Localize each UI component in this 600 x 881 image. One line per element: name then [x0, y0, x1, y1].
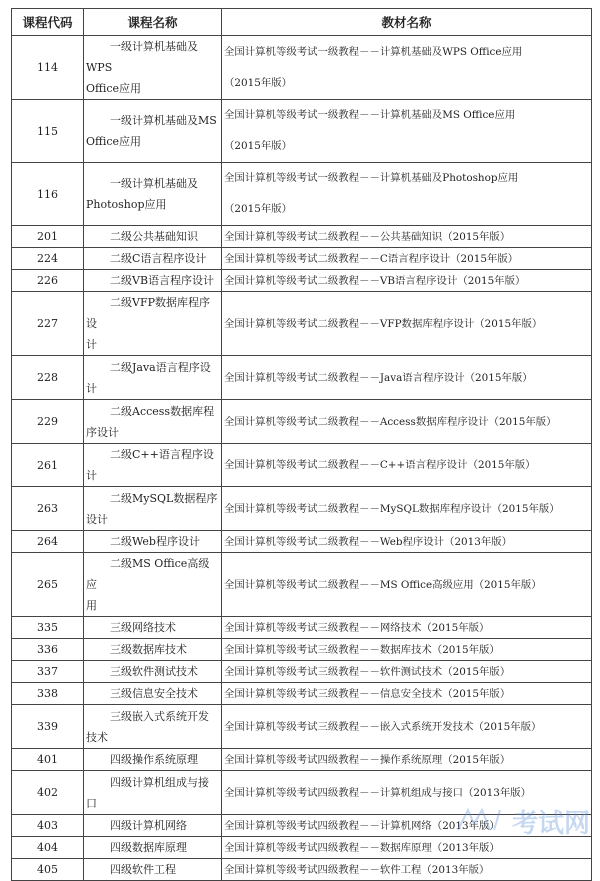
textbook-name-line: 全国计算机等级考试二级教程－－MySQL数据库程序设计（2015年版）: [224, 502, 560, 515]
course-name-line: 口: [86, 796, 97, 810]
textbook-name-cell: [222, 617, 592, 639]
course-name-cell: [84, 270, 222, 292]
textbook-name-line: 全国计算机等级考试三级教程－－网络技术（2015年版）: [224, 621, 490, 634]
course-code-cell: 263: [12, 487, 84, 531]
textbook-name-cell: [222, 639, 592, 661]
textbook-name-line: 全国计算机等级考试四级教程－－数据库原理（2013年版）: [224, 841, 500, 854]
textbook-name-line: 全国计算机等级考试二级教程－－C++语言程序设计（2015年版）: [224, 459, 536, 471]
course-name-line: 三级信息安全技术: [110, 687, 198, 700]
table-row: [12, 270, 592, 292]
textbook-name-line: 全国计算机等级考试四级教程－－计算机网络（2013年版）: [224, 819, 500, 832]
course-code-cell: 405: [12, 859, 84, 881]
course-code-cell: 339: [12, 705, 84, 749]
course-code-cell: 115: [12, 100, 84, 163]
course-name-line: 设计: [86, 512, 108, 526]
textbook-name-cell: [222, 444, 592, 487]
table-row: [12, 617, 592, 639]
course-name-cell: [84, 815, 222, 837]
table-row: [12, 292, 592, 356]
textbook-name-line: 全国计算机等级考试三级教程－－数据库技术（2015年版）: [224, 643, 500, 656]
course-name-line: Office应用: [86, 82, 142, 95]
course-name-cell: [84, 661, 222, 683]
course-name-line: 二级Web程序设计: [110, 535, 200, 548]
course-name-line: 二级公共基础知识: [110, 230, 198, 243]
textbook-name-line: 全国计算机等级考试一级教程－－计算机基础及Photoshop应用: [224, 172, 519, 184]
course-name-cell: [84, 683, 222, 705]
course-code-cell: 264: [12, 531, 84, 553]
textbook-name-line: 全国计算机等级考试四级教程－－计算机组成与接口（2013年版）: [224, 786, 531, 799]
course-code-cell: 338: [12, 683, 84, 705]
course-code-cell: 335: [12, 617, 84, 639]
textbook-name-line: 全国计算机等级考试三级教程－－嵌入式系统开发技术（2015年版）: [224, 720, 542, 733]
textbook-name-cell: [222, 100, 592, 163]
course-code-cell: 116: [12, 163, 84, 226]
textbook-name-cell: [222, 36, 592, 100]
table-row: [12, 531, 592, 553]
textbook-name-cell: [222, 815, 592, 837]
table-row: [12, 837, 592, 859]
course-code-cell: 228: [12, 356, 84, 400]
course-code-cell: 404: [12, 837, 84, 859]
table-row: [12, 163, 592, 226]
course-name-line: 四级操作系统原理: [110, 753, 198, 766]
course-code-cell: 336: [12, 639, 84, 661]
course-name-line: 二级C++语言程序设计: [86, 448, 214, 482]
course-name-line: 一级计算机基础及WPS: [86, 40, 198, 74]
course-name-line: 三级嵌入式系统开发: [110, 709, 209, 723]
header-textbook-name: 教材名称: [222, 9, 592, 36]
textbook-name-line: 全国计算机等级考试二级教程－－Access数据库程序设计（2015年版）: [224, 415, 557, 428]
table-row: [12, 356, 592, 400]
textbook-name-line: （2015年版）: [224, 76, 293, 89]
course-name-line: 序设计: [86, 425, 119, 439]
course-name-cell: [84, 444, 222, 487]
textbook-name-line: 全国计算机等级考试二级教程－－C语言程序设计（2015年版）: [224, 252, 519, 265]
table-row: [12, 36, 592, 100]
course-code-cell: 265: [12, 553, 84, 617]
course-name-line: 四级数据库原理: [110, 841, 187, 854]
course-name-cell: [84, 163, 222, 226]
textbook-name-line: 全国计算机等级考试一级教程－－计算机基础及MS Office应用: [224, 109, 516, 121]
textbook-name-line: 全国计算机等级考试三级教程－－信息安全技术（2015年版）: [224, 687, 511, 700]
course-name-line: 一级计算机基础及: [110, 177, 198, 190]
textbook-name-cell: [222, 226, 592, 248]
course-name-line: Photoshop应用: [86, 198, 167, 211]
textbook-name-line: 全国计算机等级考试一级教程－－计算机基础及WPS Office应用: [224, 45, 523, 58]
course-code-cell: 224: [12, 248, 84, 270]
course-name-line: 计: [86, 338, 97, 351]
table-row: [12, 815, 592, 837]
table-header-row: [12, 9, 592, 36]
course-code-cell: 337: [12, 661, 84, 683]
textbook-name-cell: [222, 705, 592, 749]
table-row: [12, 771, 592, 815]
course-name-line: 三级数据库技术: [110, 643, 187, 656]
course-name-line: 计: [86, 381, 97, 395]
course-name-cell: [84, 531, 222, 553]
course-code-cell: 226: [12, 270, 84, 292]
textbook-name-cell: [222, 859, 592, 881]
course-name-cell: [84, 705, 222, 749]
textbook-name-line: 全国计算机等级考试二级教程－－VFP数据库程序设计（2015年版）: [224, 317, 543, 330]
course-name-line: 一级计算机基础及MS: [110, 114, 217, 127]
table-row: [12, 683, 592, 705]
table-row: [12, 639, 592, 661]
header-course-code: 课程代码: [12, 9, 84, 36]
table-row: [12, 248, 592, 270]
course-name-cell: [84, 226, 222, 248]
exam-textbook-table: [11, 8, 592, 881]
textbook-name-cell: [222, 487, 592, 531]
course-name-line: 四级计算机组成与接: [110, 775, 209, 789]
table-row: [12, 661, 592, 683]
course-name-line: 二级MS Office高级应: [86, 557, 210, 591]
course-code-cell: 229: [12, 400, 84, 444]
table-row: [12, 226, 592, 248]
course-name-cell: [84, 36, 222, 100]
textbook-name-line: 全国计算机等级考试三级教程－－软件测试技术（2015年版）: [224, 665, 511, 678]
textbook-name-cell: [222, 553, 592, 617]
textbook-name-cell: [222, 400, 592, 444]
textbook-name-line: 全国计算机等级考试四级教程－－操作系统原理（2015年版）: [224, 753, 511, 766]
course-name-cell: [84, 356, 222, 400]
textbook-name-cell: [222, 292, 592, 356]
textbook-name-cell: [222, 771, 592, 815]
course-name-cell: [84, 771, 222, 815]
table-row: [12, 444, 592, 487]
textbook-name-line: 全国计算机等级考试四级教程－－软件工程（2013年版）: [224, 863, 490, 876]
table-row: [12, 705, 592, 749]
course-name-cell: [84, 400, 222, 444]
course-code-cell: 261: [12, 444, 84, 487]
textbook-name-cell: [222, 356, 592, 400]
table-row: [12, 553, 592, 617]
textbook-name-cell: [222, 837, 592, 859]
course-code-cell: 201: [12, 226, 84, 248]
textbook-name-line: 全国计算机等级考试二级教程－－公共基础知识（2015年版）: [224, 230, 511, 243]
table-row: [12, 100, 592, 163]
course-name-line: 二级C语言程序设计: [110, 252, 207, 265]
course-name-line: 二级VB语言程序设计: [110, 274, 215, 287]
course-code-cell: 403: [12, 815, 84, 837]
course-name-line: 用: [86, 599, 97, 612]
course-name-line: 技术: [86, 730, 108, 744]
course-name-cell: [84, 859, 222, 881]
course-name-line: Office应用: [86, 135, 142, 148]
course-name-line: 四级计算机网络: [110, 819, 187, 832]
course-name-line: 二级MySQL数据程序: [110, 491, 218, 505]
table-row: [12, 859, 592, 881]
textbook-name-cell: [222, 749, 592, 771]
textbook-name-line: 全国计算机等级考试二级教程－－Web程序设计（2013年版）: [224, 535, 513, 548]
course-code-cell: 401: [12, 749, 84, 771]
textbook-name-line: （2015年版）: [224, 203, 293, 215]
course-name-line: 二级Access数据库程: [110, 404, 215, 418]
course-name-line: 二级VFP数据库程序设: [86, 296, 210, 330]
textbook-name-line: 全国计算机等级考试二级教程－－Java语言程序设计（2015年版）: [224, 371, 533, 384]
textbook-name-line: 全国计算机等级考试二级教程－－VB语言程序设计（2015年版）: [224, 274, 526, 287]
table-body: [12, 36, 592, 881]
course-code-cell: 227: [12, 292, 84, 356]
course-name-cell: [84, 553, 222, 617]
course-name-cell: [84, 617, 222, 639]
textbook-name-cell: [222, 661, 592, 683]
course-name-line: 三级网络技术: [110, 621, 176, 634]
watermark-text: 考试网: [512, 809, 591, 839]
course-name-cell: [84, 639, 222, 661]
textbook-name-cell: [222, 270, 592, 292]
course-name-cell: [84, 749, 222, 771]
course-name-cell: [84, 248, 222, 270]
textbook-name-cell: [222, 683, 592, 705]
header-course-name: 课程名称: [84, 9, 222, 36]
course-code-cell: 402: [12, 771, 84, 815]
course-name-cell: [84, 487, 222, 531]
course-name-cell: [84, 292, 222, 356]
course-name-line: 二级Java语言程序设: [110, 360, 211, 374]
course-name-cell: [84, 100, 222, 163]
course-name-cell: [84, 837, 222, 859]
table-row: [12, 487, 592, 531]
course-code-cell: 114: [12, 36, 84, 100]
textbook-name-line: （2015年版）: [224, 140, 293, 152]
table-row: [12, 400, 592, 444]
textbook-name-cell: [222, 248, 592, 270]
course-name-line: 三级软件测试技术: [110, 665, 198, 678]
textbook-name-line: 全国计算机等级考试二级教程－－MS Office高级应用（2015年版）: [224, 578, 542, 591]
course-name-line: 四级软件工程: [110, 863, 176, 876]
table-row: [12, 749, 592, 771]
textbook-name-cell: [222, 531, 592, 553]
textbook-name-cell: [222, 163, 592, 226]
